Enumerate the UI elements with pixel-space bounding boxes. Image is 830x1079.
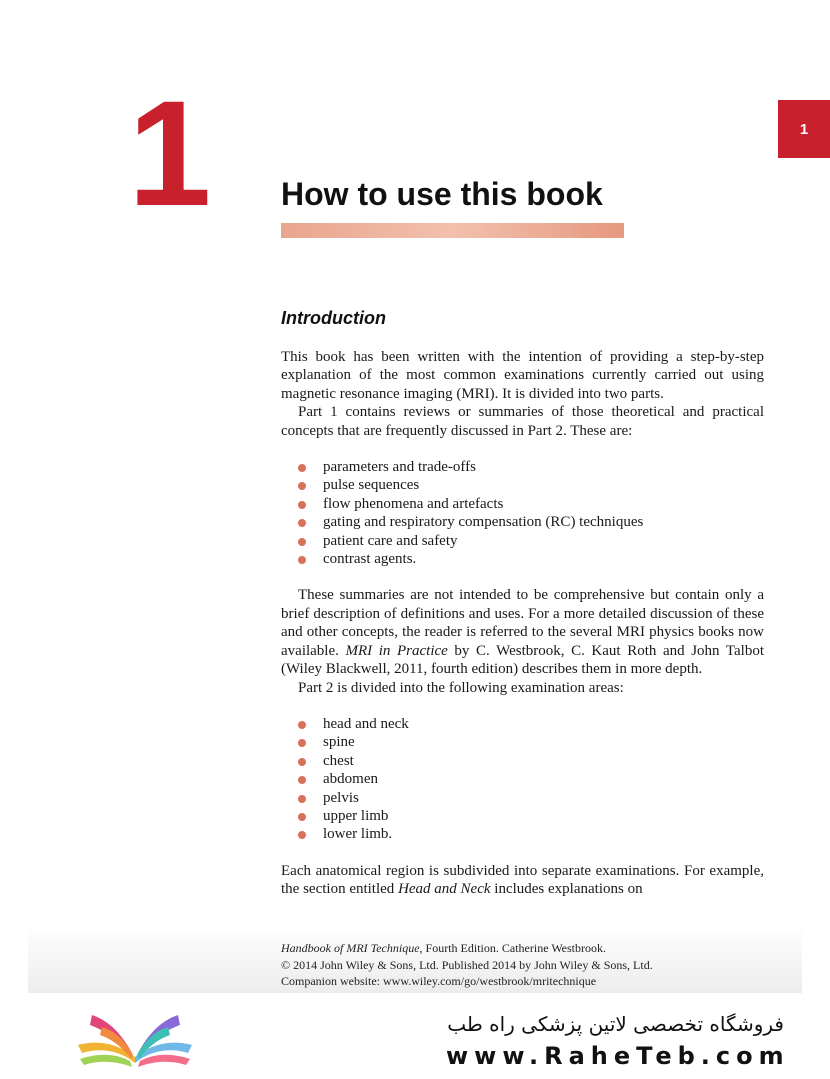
examination-area-list (281, 715, 764, 844)
list-item: pelvis (281, 789, 764, 807)
citation-line: Handbook of MRI Technique, Fourth Edition. Catherine Westbrook. (281, 941, 607, 955)
bullet-icon (298, 739, 306, 747)
list-item: lower limb. (281, 825, 764, 843)
part1-topic-list (281, 458, 764, 568)
list-item: upper limb (281, 807, 764, 825)
bullet-icon (298, 482, 306, 490)
bullet-icon (298, 758, 306, 766)
bullet-icon (298, 519, 306, 527)
store-name: فروشگاه تخصصی لاتین پزشکی راه طب (447, 1012, 784, 1036)
bullet-icon (298, 776, 306, 784)
chapter-tab: 1 (778, 100, 830, 158)
book-reference: MRI in Practice (345, 642, 448, 659)
list-item: gating and respiratory compensation (RC) techniques (281, 513, 764, 531)
list-item: parameters and trade-offs (281, 458, 764, 476)
list-item: patient care and safety (281, 532, 764, 550)
citation-footer (281, 940, 781, 990)
list-item: pulse sequences (281, 476, 764, 494)
section-heading: Introduction (281, 308, 386, 328)
paragraph-intro: This book has been written with the intention of providing a step-by-step explanation of the most common examinations currently carried out using magnetic resonance imaging (MRI). It is divided into two parts. (281, 349, 764, 402)
bullet-icon (298, 556, 306, 564)
bullet-icon (298, 501, 306, 509)
bullet-icon (298, 813, 306, 821)
bullet-icon (298, 831, 306, 839)
bullet-icon (298, 538, 306, 546)
book-title: Handbook of MRI Technique (281, 941, 420, 955)
bullet-icon (298, 464, 306, 472)
paragraph-summaries: These summaries are not intended to be comprehensive but contain only a brief description of definitions and uses. For a more detailed discussion of these and other concepts, the reader is referred to the several MRI physics books now available. MRI in Practice by C. Westbrook, C. Kaut Roth and John Talbot (Wiley Blackwell, 2011, fourth edition) describes them in more depth. (281, 587, 764, 678)
section-reference: Head and Neck (398, 881, 491, 898)
list-item: head and neck (281, 715, 764, 733)
copyright-line: © 2014 John Wiley & Sons, Ltd. Published 2014 by John Wiley & Sons, Ltd. (281, 957, 653, 972)
body-text (281, 348, 764, 899)
paragraph-part1: Part 1 contains reviews or summaries of those theoretical and practical concepts that are frequently discussed in Part 2. These are: (281, 404, 764, 439)
list-item: abdomen (281, 770, 764, 788)
companion-website: Companion website: www.wiley.com/go/westbrook/mritechnique (281, 974, 597, 988)
title-underline (281, 223, 624, 238)
chapter-number: 1 (128, 69, 208, 237)
list-item: chest (281, 752, 764, 770)
list-item: contrast agents. (281, 550, 764, 568)
open-book-icon (70, 1005, 200, 1075)
paragraph-part2: Part 2 is divided into the following examination areas: (298, 679, 624, 696)
list-item: spine (281, 733, 764, 751)
bullet-icon (298, 721, 306, 729)
chapter-title: How to use this book (281, 176, 603, 212)
list-item: flow phenomena and artefacts (281, 495, 764, 513)
paragraph-regions: Each anatomical region is subdivided into separate examinations. For example, the section entitled Head and Neck includes explanations on (281, 862, 764, 898)
bullet-icon (298, 795, 306, 803)
store-url: www.RaheTeb.com (446, 1042, 790, 1070)
